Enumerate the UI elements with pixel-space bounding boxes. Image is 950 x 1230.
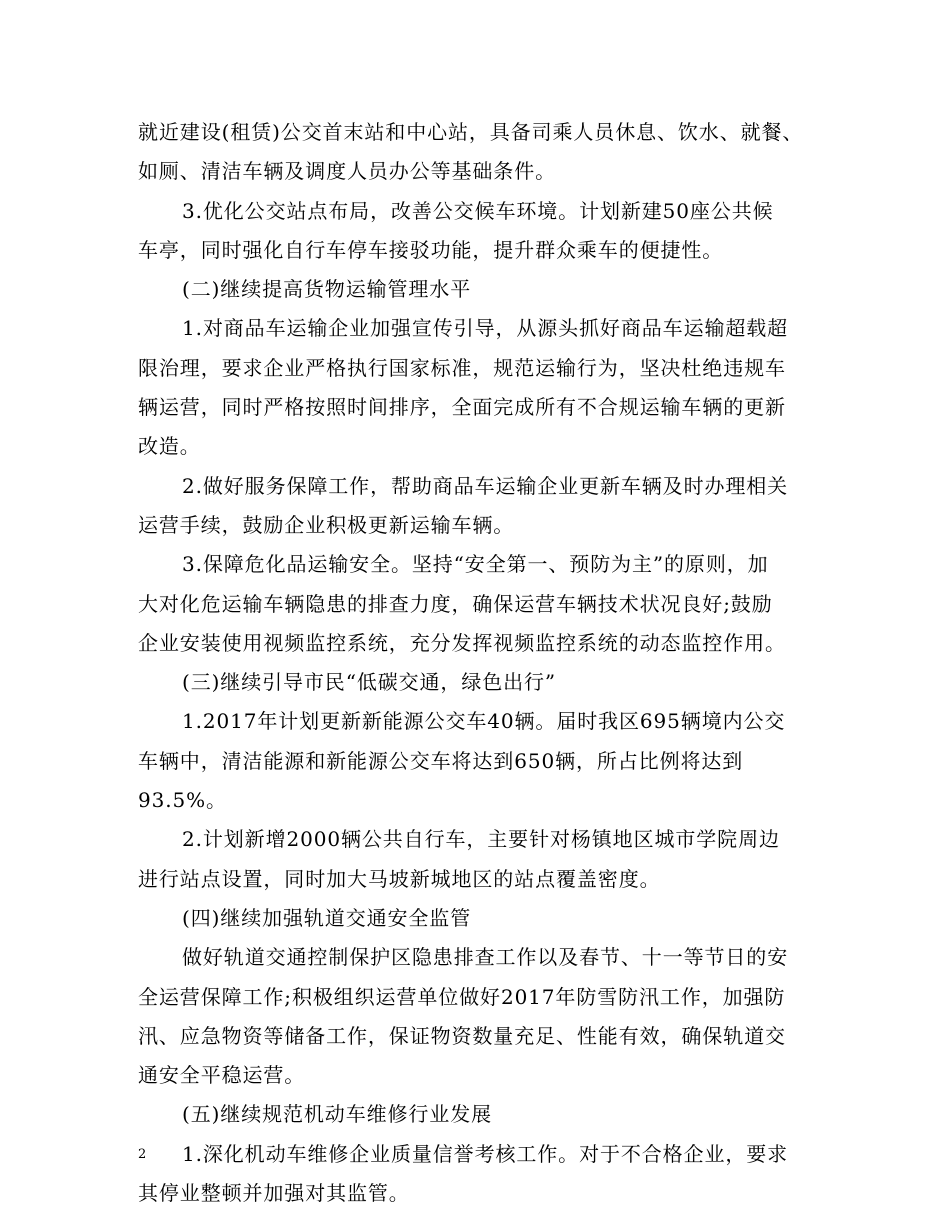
text-line: 3.保障危化品运输安全。坚持“安全第一、预防为主”的原则，加 — [182, 552, 769, 577]
text-line: (四)继续加强轨道交通安全监管 — [182, 905, 472, 930]
text-line: 通安全平稳运营。 — [138, 1063, 306, 1088]
text-line: 1.深化机动车维修企业质量信誉考核工作。对于不合格企业，要求 — [182, 1141, 789, 1166]
text-line: 3.优化公交站点布局，改善公交候车环境。计划新建50座公共候 — [182, 198, 774, 223]
text-line: 2.做好服务保障工作，帮助商品车运输企业更新车辆及时办理相关 — [182, 473, 789, 498]
text-line: (五)继续规范机动车维修行业发展 — [182, 1102, 493, 1127]
text-line: 辆运营，同时严格按照时间排序，全面完成所有不合规运输车辆的更新 — [138, 395, 786, 420]
text-line: (三)继续引导市民“低碳交通，绿色出行” — [182, 670, 557, 695]
text-line: 大对化危运输车辆隐患的排查力度，确保运营车辆技术状况良好;鼓励 — [138, 591, 773, 616]
text-line: 汛、应急物资等储备工作，保证物资数量充足、性能有效，确保轨道交 — [138, 1023, 786, 1048]
text-line: 车亭，同时强化自行车停车接驳功能，提升群众乘车的便捷性。 — [138, 237, 724, 262]
text-line: 全运营保障工作;积极组织运营单位做好2017年防雪防汛工作，加强防 — [138, 984, 786, 1009]
text-line: 如厕、清洁车辆及调度人员办公等基础条件。 — [138, 159, 556, 184]
text-line: 其停业整顿并加强对其监管。 — [138, 1181, 410, 1206]
text-line: 运营手续，鼓励企业积极更新运输车辆。 — [138, 512, 515, 537]
text-line: 限治理，要求企业严格执行国家标准，规范运输行为，坚决杜绝违规车 — [138, 355, 786, 380]
document-body — [138, 113, 828, 1213]
text-line: 93.5%。 — [138, 788, 227, 813]
text-line: 进行站点设置，同时加大马坡新城地区的站点覆盖密度。 — [138, 866, 661, 891]
text-line: 做好轨道交通控制保护区隐患排查工作以及春节、十一等节日的安 — [182, 945, 789, 970]
text-line: 车辆中，清洁能源和新能源公交车将达到650辆，所占比例将达到 — [138, 748, 744, 773]
text-line: 1.对商品车运输企业加强宣传引导，从源头抓好商品车运输超载超 — [182, 316, 789, 341]
text-line: 2.计划新增2000辆公共自行车，主要针对杨镇地区城市学院周边 — [182, 827, 780, 852]
text-line: 企业安装使用视频监控系统，充分发挥视频监控系统的动态监控作用。 — [138, 630, 786, 655]
text-line: (二)继续提高货物运输管理水平 — [182, 277, 472, 302]
text-line: 改造。 — [138, 434, 201, 459]
text-line: 1.2017年计划更新新能源公交车40辆。届时我区695辆境内公交 — [182, 709, 786, 734]
page-number: 2 — [138, 1147, 147, 1162]
text-line: 就近建设(租赁)公交首末站和中心站，具备司乘人员休息、饮水、就餐、 — [138, 120, 804, 144]
